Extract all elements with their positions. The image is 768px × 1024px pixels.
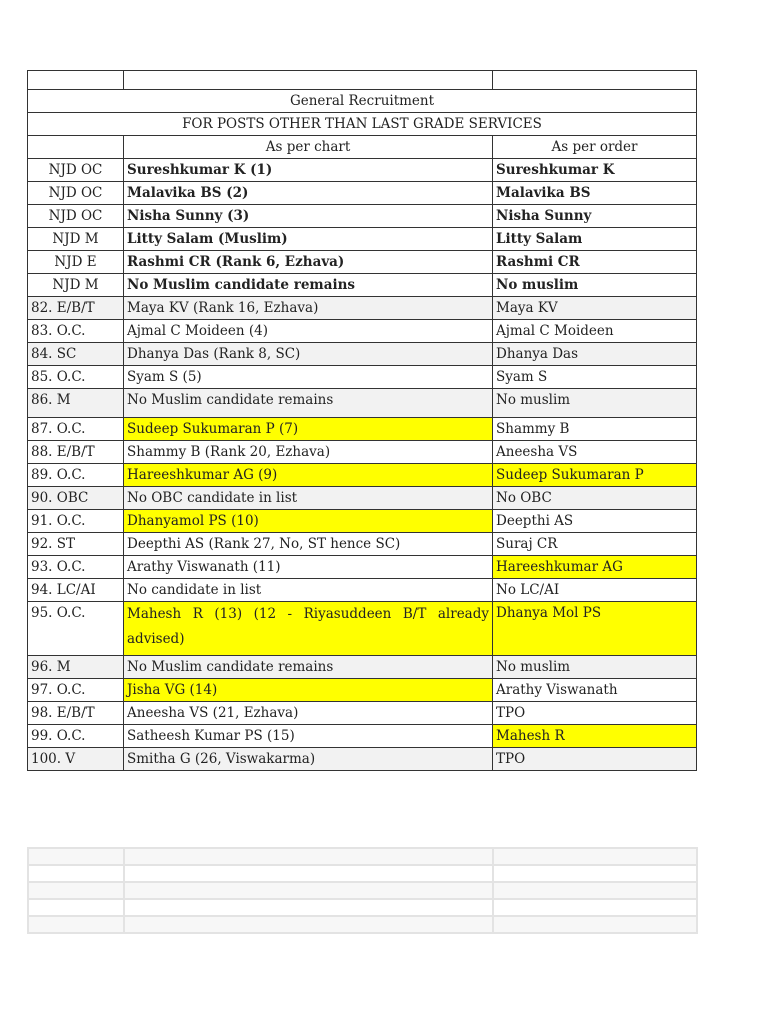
- order-cell: Suraj CR: [493, 533, 697, 556]
- subtitle-row: [28, 113, 697, 136]
- turn-cell: 97. O.C.: [28, 679, 124, 702]
- order-cell-highlighted: Sudeep Sukumaran P: [493, 464, 697, 487]
- order-cell: Arathy Viswanath: [493, 679, 697, 702]
- turn-cell: 82. E/B/T: [28, 297, 124, 320]
- turn-cell: 87. O.C.: [28, 418, 124, 441]
- order-cell: No muslim: [493, 274, 697, 297]
- order-cell: Shammy B: [493, 418, 697, 441]
- order-cell: No muslim: [493, 656, 697, 679]
- turn-cell: 86. M: [28, 389, 124, 418]
- table-row: [28, 725, 697, 748]
- order-cell: Dhanya Das: [493, 343, 697, 366]
- table-row: [28, 418, 697, 441]
- empty-row: [28, 882, 697, 899]
- order-cell: Ajmal C Moideen: [493, 320, 697, 343]
- order-cell: Malavika BS: [493, 182, 697, 205]
- turn-cell: 94. LC/AI: [28, 579, 124, 602]
- table-row: [28, 366, 697, 389]
- empty-row: [28, 899, 697, 916]
- chart-cell-highlighted: Jisha VG (14): [124, 679, 493, 702]
- chart-cell: No candidate in list: [124, 579, 493, 602]
- chart-cell: Syam S (5): [124, 366, 493, 389]
- turn-cell: 84. SC: [28, 343, 124, 366]
- turn-cell: NJD OC: [28, 182, 124, 205]
- chart-cell: No OBC candidate in list: [124, 487, 493, 510]
- turn-cell: 99. O.C.: [28, 725, 124, 748]
- order-cell: Deepthi AS: [493, 510, 697, 533]
- order-cell-highlighted: Dhanya Mol PS: [493, 602, 697, 656]
- turn-cell: 90. OBC: [28, 487, 124, 510]
- order-cell: Rashmi CR: [493, 251, 697, 274]
- chart-cell: No Muslim candidate remains: [124, 389, 493, 418]
- order-cell: No LC/AI: [493, 579, 697, 602]
- table-row: [28, 702, 697, 725]
- header-row: [28, 136, 697, 159]
- table-row: [28, 579, 697, 602]
- header-as-per-chart: As per chart: [124, 136, 493, 159]
- turn-cell: NJD M: [28, 274, 124, 297]
- table-row: [28, 228, 697, 251]
- chart-cell: No Muslim candidate remains: [124, 656, 493, 679]
- turn-cell: 92. ST: [28, 533, 124, 556]
- chart-cell: Satheesh Kumar PS (15): [124, 725, 493, 748]
- header-col1: [28, 136, 124, 159]
- table-row: [28, 441, 697, 464]
- empty-grid-table: [27, 847, 698, 934]
- order-cell: No muslim: [493, 389, 697, 418]
- chart-cell: Sureshkumar K (1): [124, 159, 493, 182]
- table-row: [28, 274, 697, 297]
- turn-cell: NJD M: [28, 228, 124, 251]
- order-cell: Litty Salam: [493, 228, 697, 251]
- turn-cell: 96. M: [28, 656, 124, 679]
- chart-cell-highlighted: Sudeep Sukumaran P (7): [124, 418, 493, 441]
- chart-cell: Arathy Viswanath (11): [124, 556, 493, 579]
- order-cell: TPO: [493, 702, 697, 725]
- turn-cell: 85. O.C.: [28, 366, 124, 389]
- empty-row: [28, 848, 697, 865]
- turn-cell: 93. O.C.: [28, 556, 124, 579]
- order-cell: Syam S: [493, 366, 697, 389]
- turn-cell: 98. E/B/T: [28, 702, 124, 725]
- turn-cell: 83. O.C.: [28, 320, 124, 343]
- chart-cell: Dhanya Das (Rank 8, SC): [124, 343, 493, 366]
- table-subtitle: FOR POSTS OTHER THAN LAST GRADE SERVICES: [28, 113, 697, 136]
- table-row: [28, 487, 697, 510]
- chart-cell: Litty Salam (Muslim): [124, 228, 493, 251]
- chart-cell-highlighted: Mahesh R (13) (12 - Riyasuddeen B/T already advised): [124, 602, 493, 656]
- empty-row: [28, 865, 697, 882]
- chart-cell: Nisha Sunny (3): [124, 205, 493, 228]
- order-cell-highlighted: Mahesh R: [493, 725, 697, 748]
- table-row: [28, 182, 697, 205]
- table-row: [28, 159, 697, 182]
- table-title: General Recruitment: [28, 90, 697, 113]
- recruitment-table: [27, 70, 697, 771]
- table-row: [28, 297, 697, 320]
- order-cell: Sureshkumar K: [493, 159, 697, 182]
- turn-cell: NJD OC: [28, 205, 124, 228]
- table-row: [28, 602, 697, 656]
- header-as-per-order: As per order: [493, 136, 697, 159]
- order-cell: Maya KV: [493, 297, 697, 320]
- order-cell: Nisha Sunny: [493, 205, 697, 228]
- chart-cell: No Muslim candidate remains: [124, 274, 493, 297]
- empty-row: [28, 916, 697, 933]
- turn-cell: 88. E/B/T: [28, 441, 124, 464]
- chart-cell: Ajmal C Moideen (4): [124, 320, 493, 343]
- order-cell: TPO: [493, 748, 697, 771]
- turn-cell: NJD E: [28, 251, 124, 274]
- chart-cell-highlighted: Hareeshkumar AG (9): [124, 464, 493, 487]
- table-row: [28, 510, 697, 533]
- table-row: [28, 679, 697, 702]
- table-row: [28, 656, 697, 679]
- chart-cell: Rashmi CR (Rank 6, Ezhava): [124, 251, 493, 274]
- table-row: [28, 748, 697, 771]
- chart-cell: Shammy B (Rank 20, Ezhava): [124, 441, 493, 464]
- table-row: [28, 389, 697, 418]
- turn-cell: 89. O.C.: [28, 464, 124, 487]
- turn-cell: 95. O.C.: [28, 602, 124, 656]
- table-row: [28, 251, 697, 274]
- order-cell: No OBC: [493, 487, 697, 510]
- table-row: [28, 464, 697, 487]
- chart-cell: Deepthi AS (Rank 27, No, ST hence SC): [124, 533, 493, 556]
- turn-cell: 100. V: [28, 748, 124, 771]
- empty-top-row: [28, 71, 697, 90]
- turn-cell: NJD OC: [28, 159, 124, 182]
- turn-cell: 91. O.C.: [28, 510, 124, 533]
- order-cell: Aneesha VS: [493, 441, 697, 464]
- table-row: [28, 556, 697, 579]
- chart-cell-highlighted: Dhanyamol PS (10): [124, 510, 493, 533]
- chart-cell: Malavika BS (2): [124, 182, 493, 205]
- table-row: [28, 343, 697, 366]
- title-row: [28, 90, 697, 113]
- chart-cell: Aneesha VS (21, Ezhava): [124, 702, 493, 725]
- table-row: [28, 205, 697, 228]
- table-row: [28, 320, 697, 343]
- chart-cell: Smitha G (26, Viswakarma): [124, 748, 493, 771]
- table-row: [28, 533, 697, 556]
- chart-cell: Maya KV (Rank 16, Ezhava): [124, 297, 493, 320]
- order-cell-highlighted: Hareeshkumar AG: [493, 556, 697, 579]
